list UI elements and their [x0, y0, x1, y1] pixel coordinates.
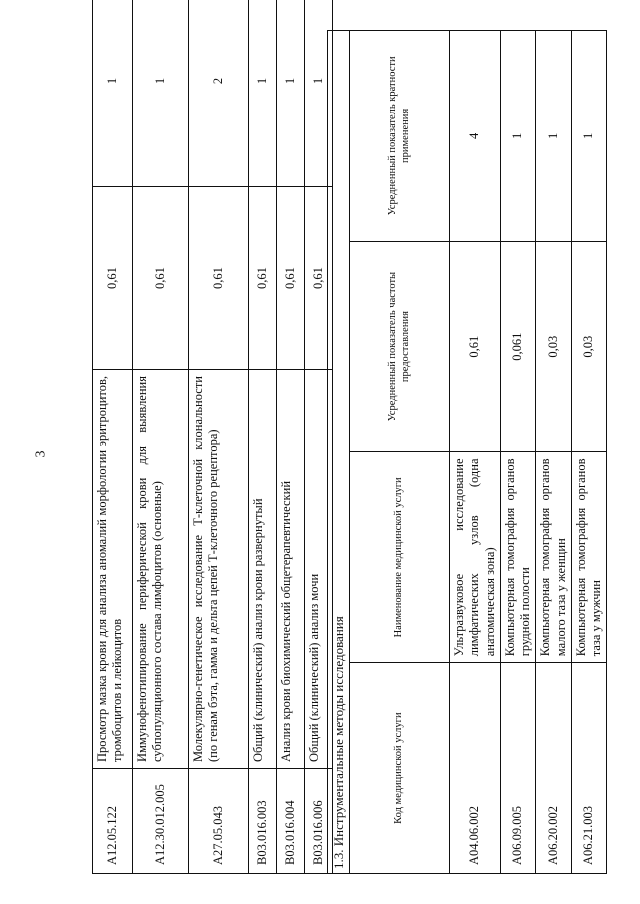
multiplicity-value: 1	[536, 31, 572, 242]
table-row	[93, 0, 133, 874]
section-title: 1.3. Инструментальные методы исследования	[328, 31, 350, 874]
multiplicity-value: 1	[277, 0, 305, 187]
table-row	[189, 0, 249, 874]
service-code: B03.016.004	[277, 769, 305, 874]
frequency-value: 0,61	[189, 187, 249, 370]
service-name: Общий (клинический) анализ крови развернутый	[249, 370, 277, 769]
frequency-value: 0,61	[277, 187, 305, 370]
multiplicity-value: 1	[249, 0, 277, 187]
service-code: A27.05.043	[189, 769, 249, 874]
table-row	[500, 31, 536, 874]
frequency-value: 0,03	[571, 241, 607, 452]
service-code: A06.20.002	[536, 663, 572, 874]
table-header-row	[350, 31, 450, 874]
header-code: Код медицинской услуги	[350, 663, 450, 874]
table-row	[450, 31, 501, 874]
service-code: B03.016.003	[249, 769, 277, 874]
section-title-row	[328, 31, 350, 874]
frequency-value: 0,61	[249, 187, 277, 370]
frequency-value: 0,061	[500, 241, 536, 452]
service-code: B03.016.006	[305, 769, 333, 874]
page-number: 3	[33, 450, 49, 458]
multiplicity-value: 2	[189, 0, 249, 187]
table-row	[571, 31, 607, 874]
lab-services-table	[92, 0, 333, 874]
service-code: A12.05.122	[93, 769, 133, 874]
service-code: A06.21.003	[571, 663, 607, 874]
service-name: Ультразвуковое исследование лимфатических узлов (одна анатомическая зона)	[450, 452, 501, 663]
service-name: Компьютерная томография органов малого таза у женщин	[536, 452, 572, 663]
multiplicity-value: 1	[571, 31, 607, 242]
multiplicity-value: 1	[133, 0, 189, 187]
service-name: Общий (клинический) анализ мочи	[305, 370, 333, 769]
multiplicity-value: 1	[500, 31, 536, 242]
service-name: Молекулярно-генетическое исследование Т-клеточной клональности (по генам бэта, гамма и дельта цепей Т-клеточного рецептора)	[189, 370, 249, 769]
header-name: Наименование медицинской услуги	[350, 452, 450, 663]
table-row	[536, 31, 572, 874]
multiplicity-value: 1	[305, 0, 333, 187]
header-frequency: Усредненный показатель частоты предоставления	[350, 241, 450, 452]
table-row	[277, 0, 305, 874]
service-name: Иммунофенотипирование периферической крови для выявления субпопуляционного состава лимфоцитов (основные)	[133, 370, 189, 769]
service-code: A12.30.012.005	[133, 769, 189, 874]
frequency-value: 0,61	[133, 187, 189, 370]
service-code: A04.06.002	[450, 663, 501, 874]
multiplicity-value: 4	[450, 31, 501, 242]
frequency-value: 0,03	[536, 241, 572, 452]
table-row	[249, 0, 277, 874]
service-name: Компьютерная томография органов грудной полости	[500, 452, 536, 663]
service-name: Компьютерная томография органов таза у мужчин	[571, 452, 607, 663]
frequency-value: 0,61	[450, 241, 501, 452]
table-row	[133, 0, 189, 874]
rotated-page-content	[92, 30, 640, 874]
frequency-value: 0,61	[93, 187, 133, 370]
service-name: Просмотр мазка крови для анализа аномалий морфологии эритроцитов, тромбоцитов и лейкоцитов	[93, 370, 133, 769]
multiplicity-value: 1	[93, 0, 133, 187]
service-name: Анализ крови биохимический общетерапевтический	[277, 370, 305, 769]
instrumental-methods-table	[327, 30, 607, 874]
header-multiplicity: Усредненный показатель кратности применения	[350, 31, 450, 242]
frequency-value: 0,61	[305, 187, 333, 370]
service-code: A06.09.005	[500, 663, 536, 874]
